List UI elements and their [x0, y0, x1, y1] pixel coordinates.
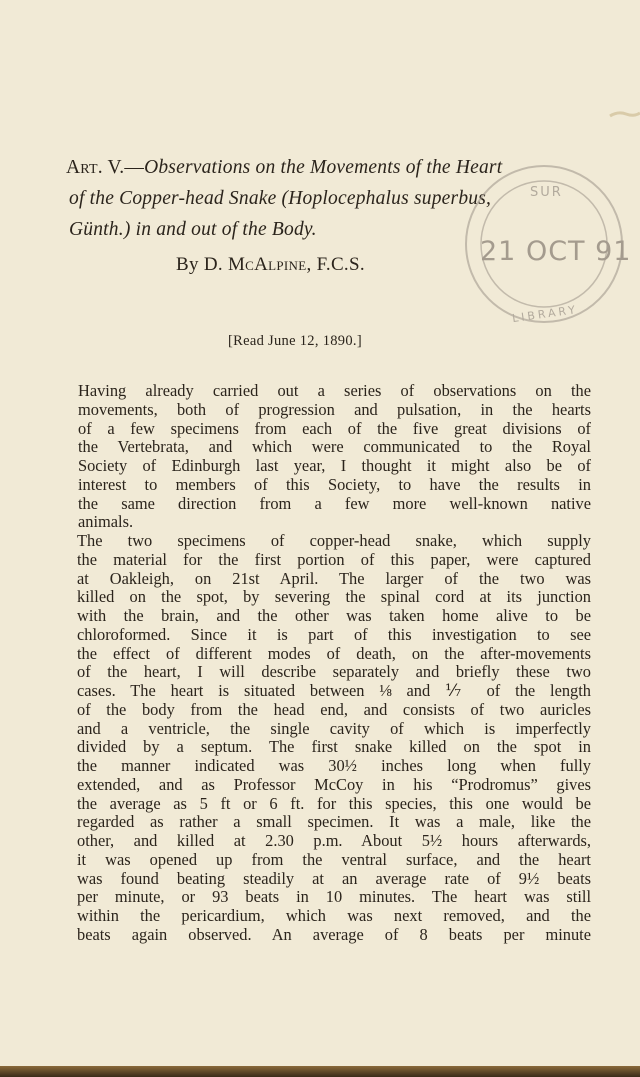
text-line: and a ventricle, the single cavity of which is imperfectly — [77, 718, 591, 738]
text-line: The two specimens of copper-head snake, which supply — [77, 531, 591, 550]
text-line: killed on the spot, by severing the spinal cord at its junction — [77, 587, 591, 607]
byline-prefix: By D. — [176, 254, 228, 275]
text-line: animals. — [78, 512, 134, 532]
stain-mark — [608, 110, 640, 120]
text-line: other, and killed at 2.30 p.m. About 5½ hours afterwards, — [77, 831, 591, 850]
text-line: cases. The heart is situated between ⅛ and ⅐ of the length — [77, 681, 591, 700]
text-line: of the heart, I will describe separately and briefly these two — [77, 662, 591, 682]
text-line: divided by a septum. The first snake killed on the spot in — [77, 737, 591, 757]
text-line: the average as 5 ft or 6 ft. for this species, this one would be — [77, 793, 591, 813]
text-line: Having already carried out a series of observations on the — [78, 381, 591, 400]
text-line: the effect of different modes of death, on the after-movements — [77, 643, 591, 663]
stamp-date: 21 OCT 91 — [480, 236, 632, 267]
text-line: chloroformed. Since it is part of this investigation to see — [77, 624, 591, 644]
read-date: [Read June 12, 1890.] — [228, 333, 362, 349]
stamp-top-text: SUR — [530, 185, 563, 200]
text-line: Society of Edinburgh last year, I thought it might also be of — [78, 456, 591, 475]
text-line: movements, both of progression and pulsation, in the hearts — [78, 399, 591, 419]
title-text-1: Observations on the Movements of the Heart — [144, 157, 503, 178]
text-line: it was opened up from the ventral surface, and the heart — [77, 849, 591, 869]
text-line: per minute, or 93 beats in 10 minutes. The heart was still — [77, 887, 591, 907]
text-line: of a few specimens from each of the five great divisions of — [78, 418, 591, 438]
author-byline — [176, 254, 365, 276]
text-line: the material for the first portion of this paper, were captured — [77, 549, 591, 569]
paragraph-1 — [55, 382, 591, 532]
text-line: the manner indicated was 30½ inches long when fully — [77, 756, 591, 775]
text-line: with the brain, and the other was taken home alive to be — [77, 606, 591, 625]
author-name: McAlpine, F.C.S. — [227, 254, 365, 275]
text-line: at Oakleigh, on 21st April. The larger of the two was — [77, 568, 591, 588]
title-text-3: Günth.) in and out of the Body. — [69, 219, 317, 240]
text-line: regarded as rather a small specimen. It was a male, like the — [77, 812, 591, 832]
text-line: interest to members of this Society, to have the results in — [78, 474, 591, 494]
text-line: beats again observed. An average of 8 beats per minute — [77, 924, 591, 944]
title-text-2: of the Copper-head Snake (Hoplocephalus superbus, — [69, 188, 492, 209]
text-line: extended, and as Professor McCoy in his “Prodromus” gives — [77, 774, 591, 794]
article-number: Art. V.— — [66, 157, 145, 178]
paragraph-2 — [55, 532, 591, 945]
page-edge — [0, 1066, 640, 1077]
library-stamp — [402, 150, 640, 370]
text-line: the Vertebrata, and which were communicated to the Royal — [78, 437, 591, 457]
text-line: within the pericardium, which was next removed, and the — [77, 906, 591, 925]
text-line: was found beating steadily at an average rate of 9½ beats — [77, 868, 591, 888]
text-line: the same direction from a few more well-known native — [78, 493, 591, 513]
stamp-bottom-text: LIBRARY — [511, 303, 579, 326]
text-line: of the body from the head end, and consists of two auricles — [77, 699, 591, 719]
body-text — [55, 382, 591, 945]
